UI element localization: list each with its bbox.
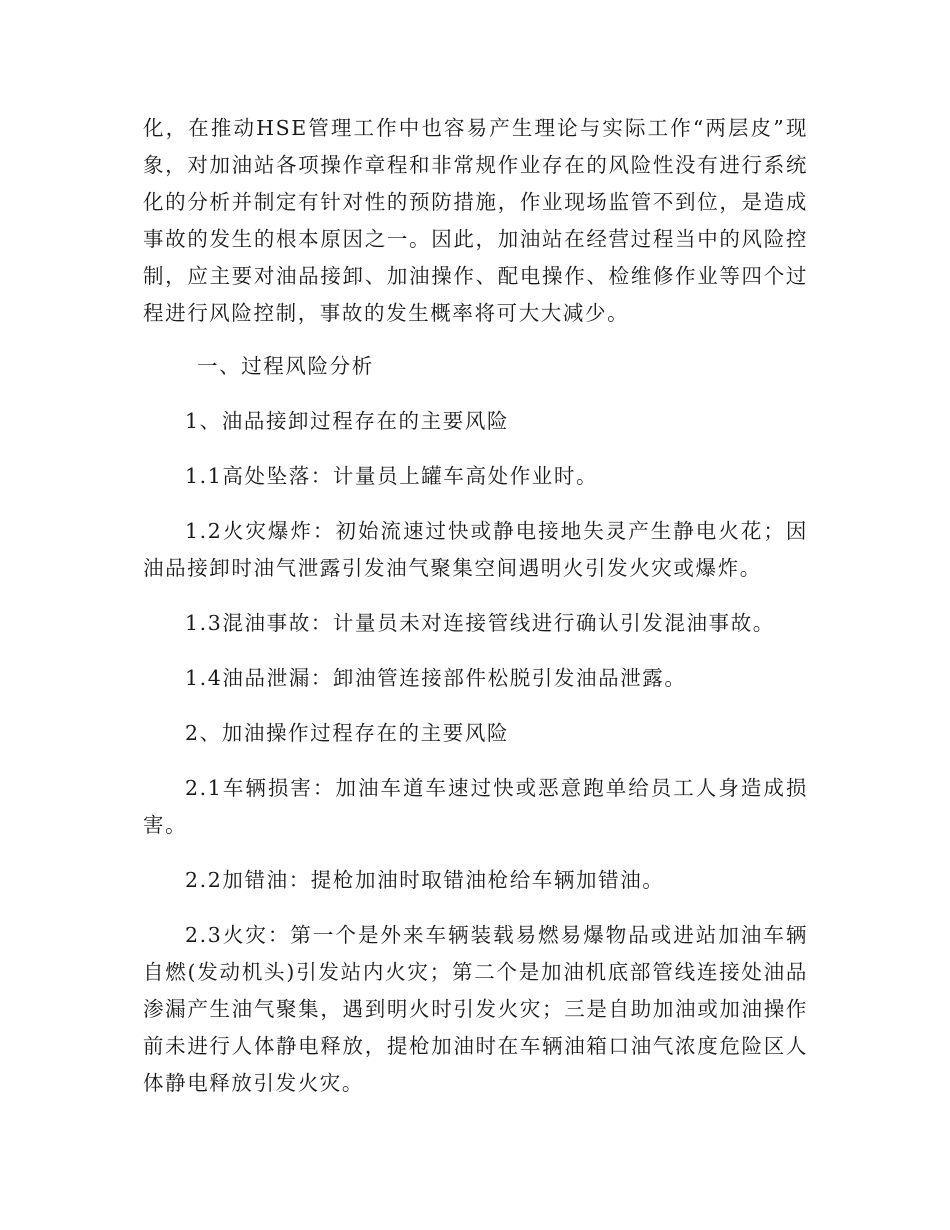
item-1-4-oil-leak: 1.4油品泄漏：卸油管连接部件松脱引发油品泄露。: [185, 666, 687, 690]
paragraph-intro-continued: 化，在推动HSE管理工作中也容易产生理论与实际工作“两层皮”现象，对加油站各项操作章程和非常规作业存在的风险性没有进行系统化的分析并制定有针对性的预防措施，作业现场监管不到位，是造成事故的发生的根本原因之一。因此，加油站在经营过程当中的风险控制，应主要对油品接卸、加油操作、配电操作、检维修作业等四个过程进行风险控制，事故的发生概率将可大大减少。: [143, 116, 808, 325]
item-1-3-oil-mixing: 1.3混油事故：计量员未对连接管线进行确认引发混油事故。: [185, 611, 775, 635]
item-1-1-fall-from-height: 1.1高处坠落：计量员上罐车高处作业时。: [185, 464, 599, 488]
subheading-refueling-risks: 2、加油操作过程存在的主要风险: [185, 721, 510, 745]
item-1-2-fire-explosion: 1.2火灾爆炸：初始流速过快或静电接地失灵产生静电火花；因油品接卸时油气泄露引发油气聚集空间遇明火引发火灾或爆炸。: [143, 519, 808, 580]
item-2-3-fire: 2.3火灾：第一个是外来车辆装载易燃易爆物品或进站加油车辆自燃(发动机头)引发站内火灾；第二个是加油机底部管线连接处油品渗漏产生油气聚集，遇到明火时引发火灾；三是自助加油或加油操作前未进行人体静电释放，提枪加油时在车辆油箱口油气浓度危险区人体静电释放引发火灾。: [143, 923, 808, 1095]
document-body: [143, 110, 808, 1102]
subheading-oil-unloading-risks: 1、油品接卸过程存在的主要风险: [185, 409, 510, 433]
item-2-2-wrong-fuel: 2.2加错油：提枪加油时取错油枪给车辆加错油。: [185, 868, 665, 892]
item-2-1-vehicle-injury: 2.1车辆损害：加油车道车速过快或恶意跑单给员工人身造成损害。: [143, 776, 808, 837]
section-heading-process-risk-analysis: 一、过程风险分析: [197, 354, 374, 378]
